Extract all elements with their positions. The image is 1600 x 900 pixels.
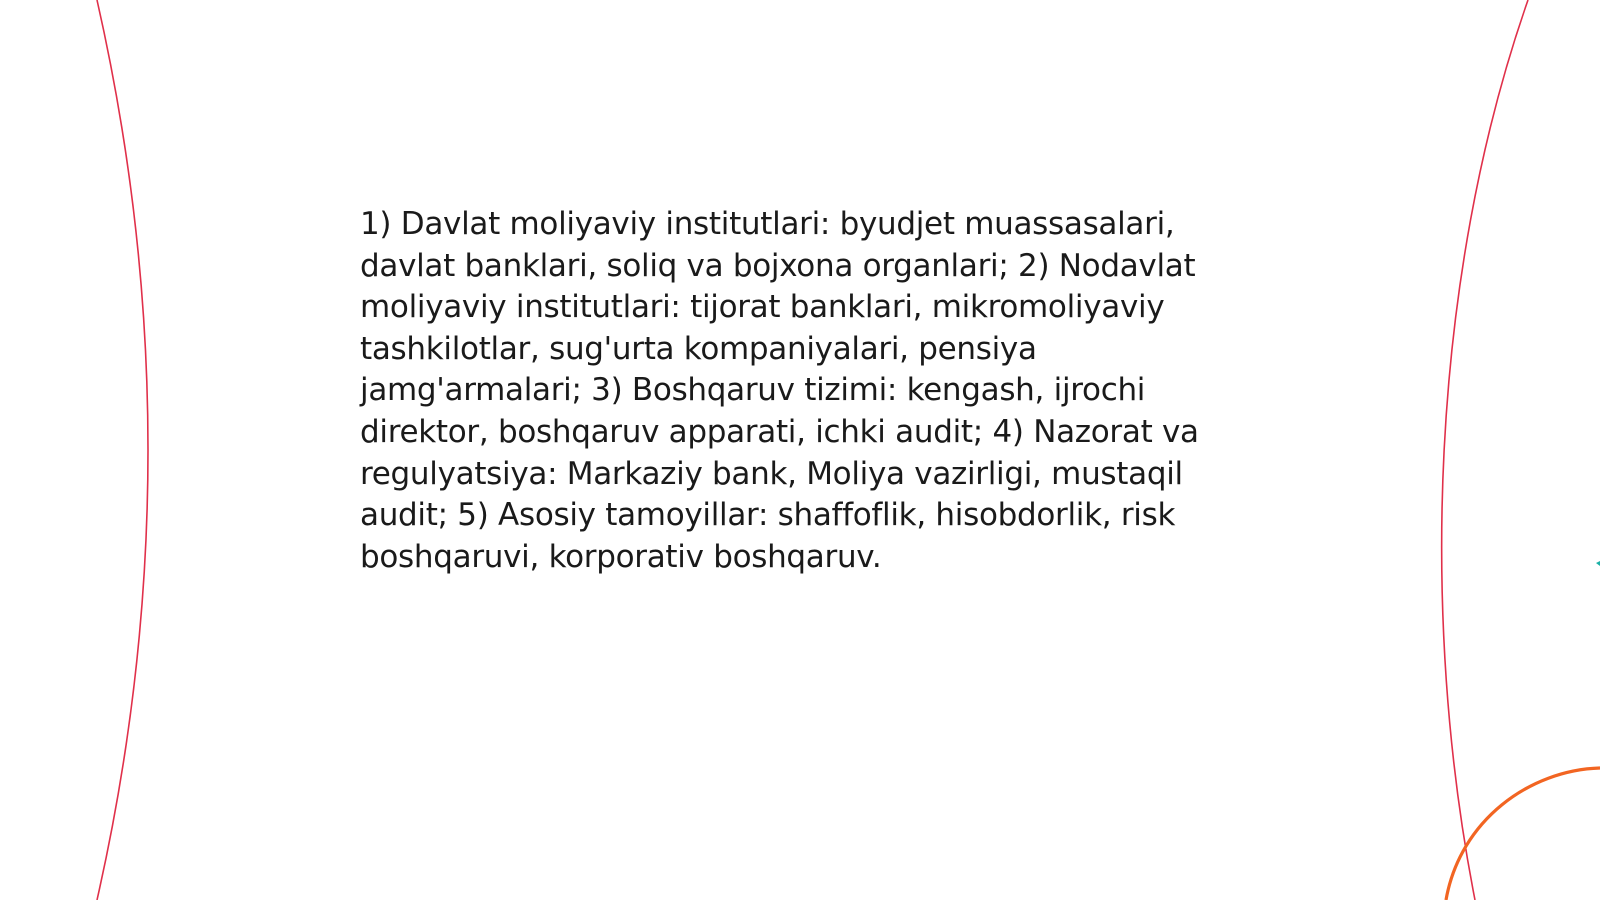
orange-arc: [1446, 768, 1600, 900]
left-curve: [97, 0, 148, 900]
body-text: 1) Davlat moliyaviy institutlari: byudjet muassasalari, davlat banklari, soliq va bojxona organlari; 2) Nodavlat moliyaviy institutlari: tijorat banklari, mikromoliyaviy tashkilotlar, sug'urta kompaniyalari, pensiya jamg'armalari; 3) Boshqaruv tizimi: kengash, ijrochi direktor, boshqaruv apparati, ichki audit; 4) Nazorat va regulyatsiya: Markaziy bank, Moliya vazirligi, mustaqil audit; 5) Asosiy tamoyillar: shaffoflik, hisobdorlik, risk boshqaruvi, korporativ boshqaruv.: [360, 206, 1199, 575]
right-curve: [1442, 0, 1528, 900]
teal-accent: [1596, 561, 1600, 566]
